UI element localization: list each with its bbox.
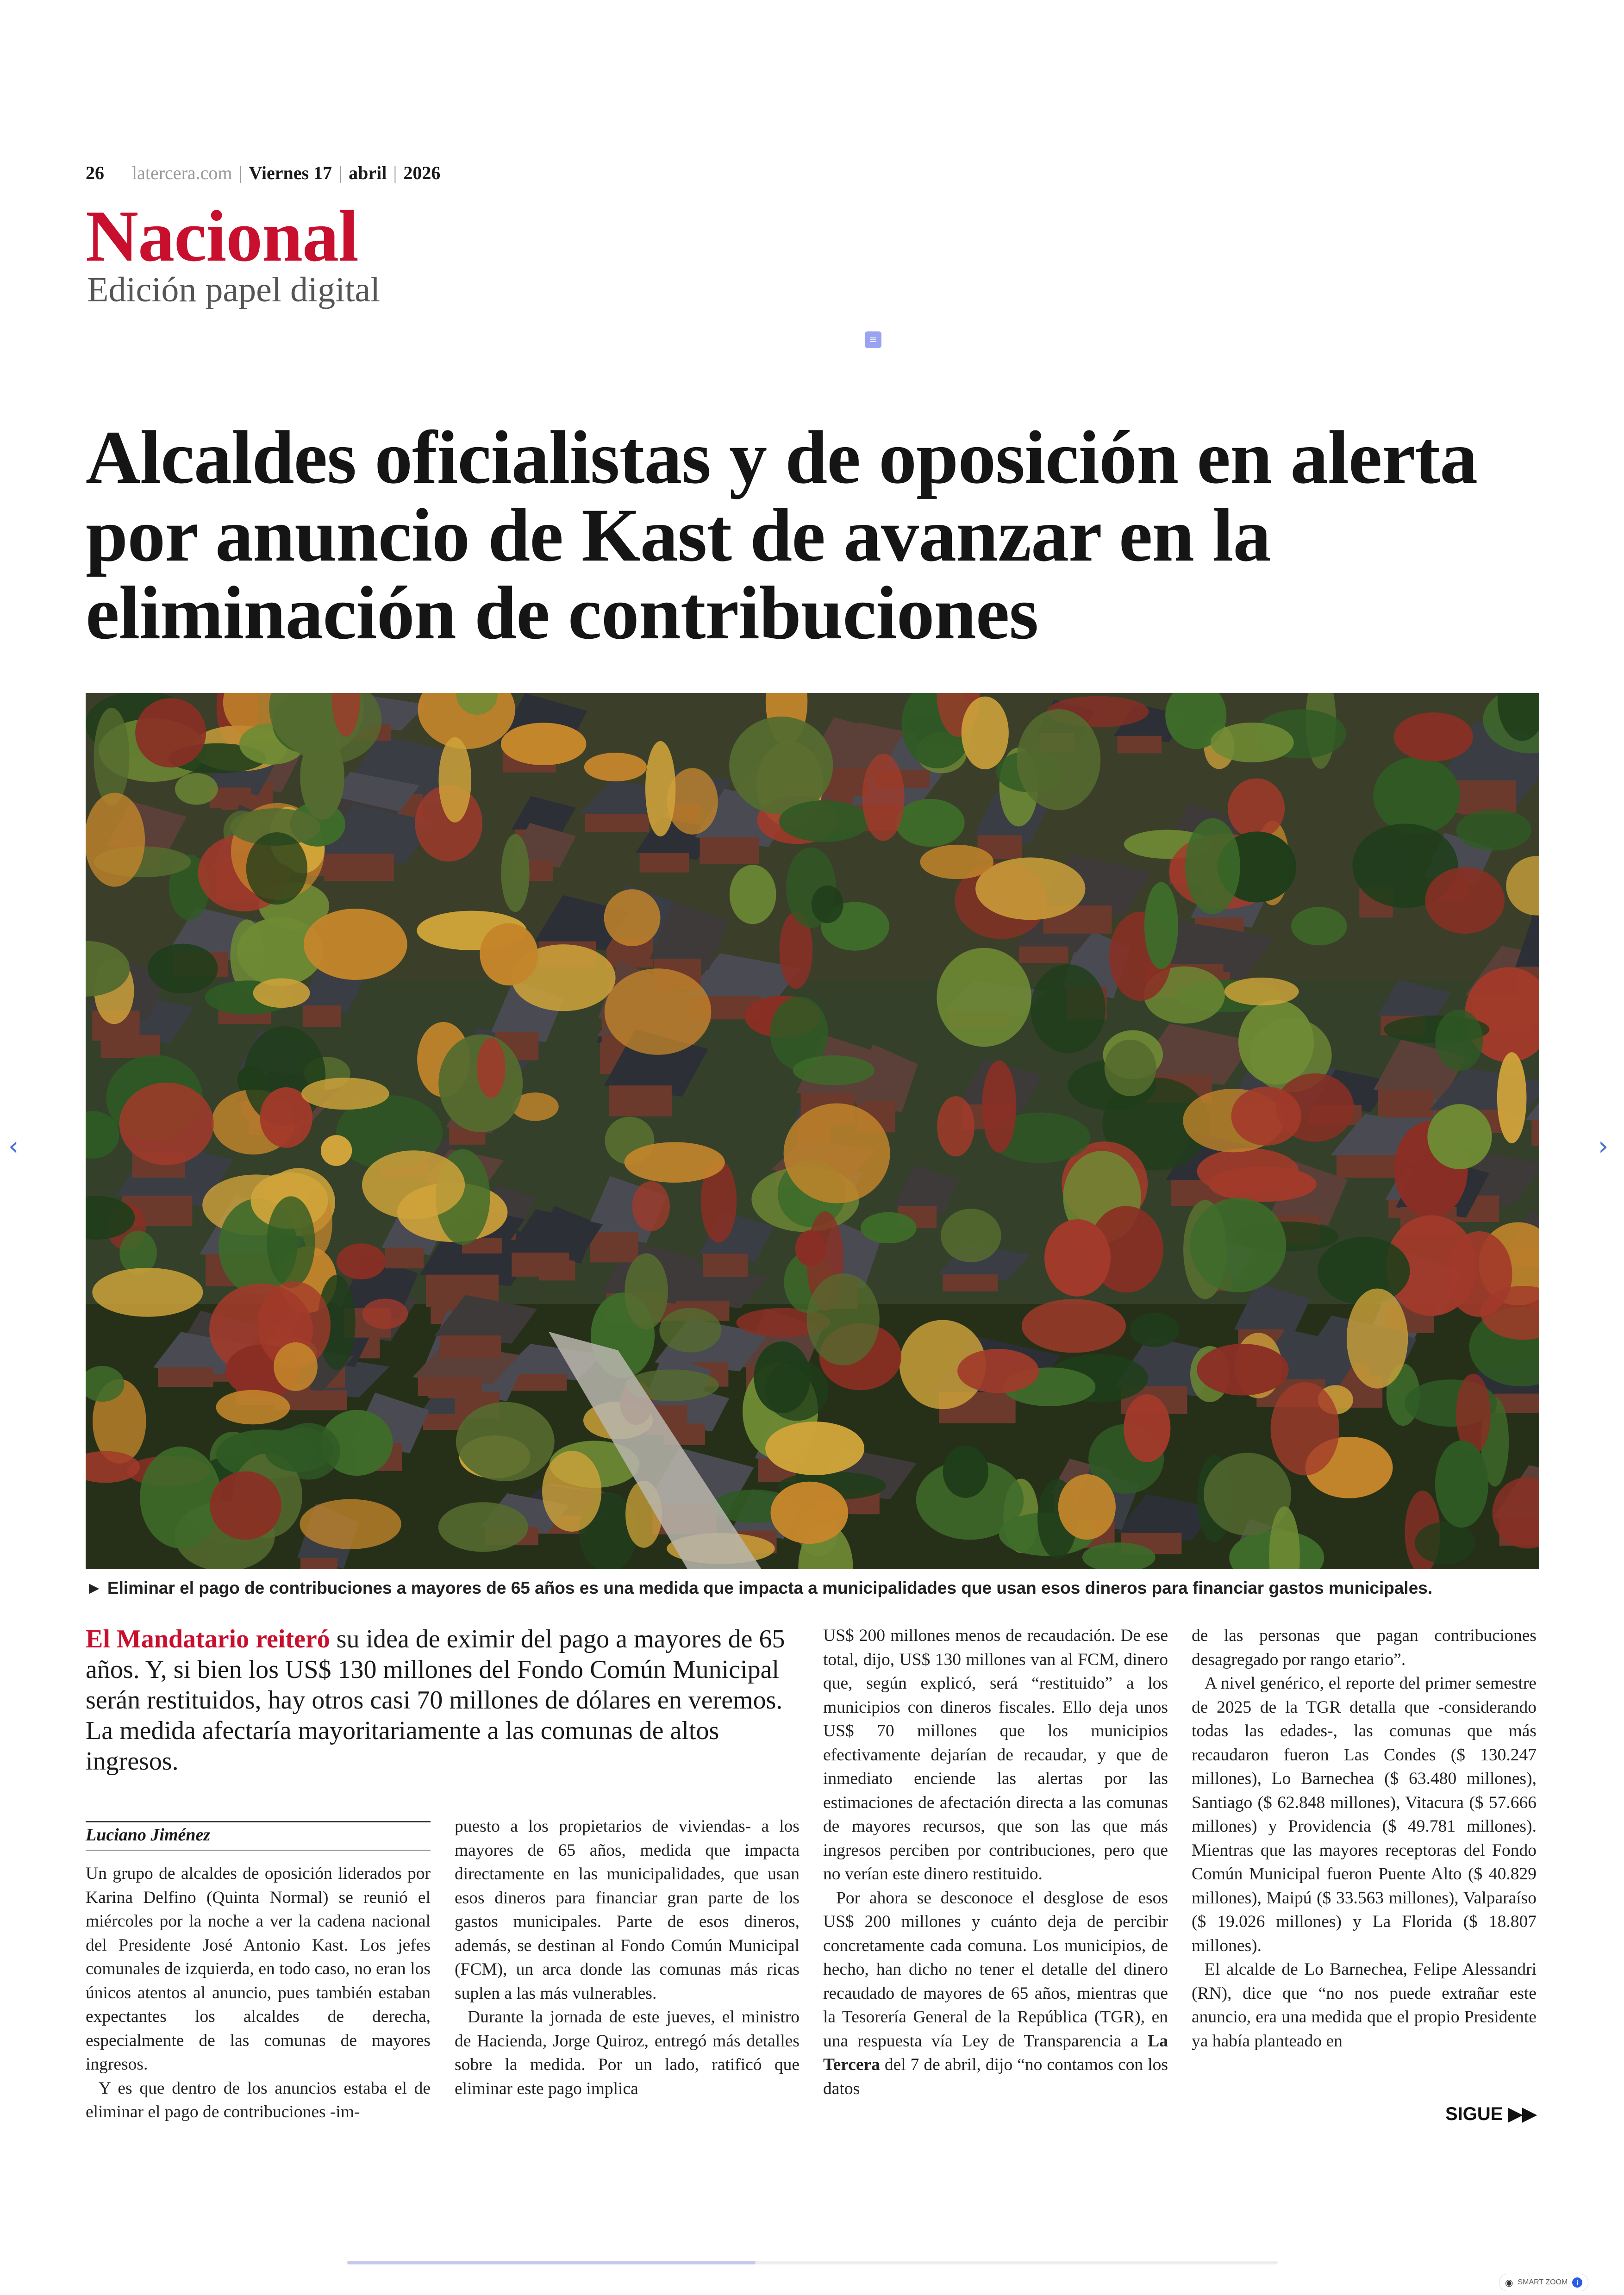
tree-canopy: [1415, 1522, 1475, 1564]
tree-canopy: [362, 1299, 408, 1329]
wall-shape: [303, 1005, 341, 1027]
tree-canopy: [337, 1243, 386, 1279]
tree-canopy: [210, 1472, 281, 1540]
tree-canopy: [1291, 907, 1347, 945]
tree-canopy: [119, 1083, 214, 1165]
tree-canopy: [982, 1060, 1016, 1153]
paragraph: A nivel genérico, el reporte del primer semestre de 2025 de la TGR detalla que -considerando todas las edades-, las comunas que más recaudaron fueron Las Condes ($ 130.247 millones), Lo Barnechea ($ 63.480 millones), Santiago ($ 62.848 millones), Vitacura ($ 57.666 millones) y Providencia ($ 49.781 millones). Mientras que las mayores receptoras del Fondo Común Municipal fueron Puente Alto ($ 40.829 millones), Maipú ($ 33.563 millones), Valparaíso ($ 19.026 millones) y La Florida ($ 18.807 millones).: [1192, 1674, 1537, 1955]
byline-rule-bottom: [86, 1850, 431, 1851]
tree-canopy: [729, 717, 833, 814]
tree-canopy: [1017, 709, 1100, 810]
tree-canopy: [438, 737, 471, 823]
info-icon[interactable]: i: [1572, 2277, 1582, 2288]
wall-shape: [585, 814, 649, 832]
tree-canopy: [148, 944, 218, 994]
body-column-4: [1192, 1624, 1537, 2053]
tree-canopy: [937, 948, 1031, 1047]
tree-canopy: [1373, 757, 1460, 835]
tree-canopy: [274, 1342, 318, 1391]
paragraph: Un grupo de alcaldes de oposición liderados por Karina Delfino (Quinta Normal) se reunió el miércoles por la noche a ver la cadena nacional del Presidente José Antonio Kast. Los jefes comunales de izquierda, en todo caso, no eran los únicos atentos al anuncio, pues también estaban expectantes los alcaldes de derecha, especialmente de las comunas de mayores ingresos.: [86, 1864, 431, 2074]
tree-canopy: [456, 1402, 555, 1481]
tree-canopy: [264, 1427, 333, 1472]
tree-canopy: [765, 1422, 864, 1475]
date-year: 2026: [403, 162, 441, 183]
tree-canopy: [1446, 1231, 1512, 1317]
wall-shape: [325, 854, 394, 881]
body-column-1: [86, 1862, 431, 2124]
eye-icon: ◉: [1505, 2277, 1513, 2288]
tree-canopy: [793, 1055, 874, 1085]
paragraph: [823, 1886, 1168, 2101]
smart-zoom-label: SMART ZOOM: [1518, 2278, 1568, 2286]
tree-canopy: [1031, 964, 1106, 1053]
continue-label[interactable]: SIGUE ▶▶: [1445, 2104, 1537, 2124]
date-month: abril: [349, 162, 387, 183]
tree-canopy: [1185, 818, 1240, 914]
tree-canopy: [438, 1502, 528, 1552]
tree-canopy: [175, 773, 218, 804]
meta-divider-icon: |: [238, 162, 243, 183]
tree-canopy: [1497, 1052, 1527, 1143]
tree-canopy: [1238, 1000, 1314, 1085]
wall-shape: [703, 1254, 748, 1277]
meta-divider-icon: |: [338, 162, 343, 183]
tree-canopy: [253, 978, 310, 1008]
tree-canopy: [645, 741, 675, 836]
tree-canopy: [584, 753, 647, 781]
lead-text: su idea de eximir del pago a mayores de 65 años. Y, si bien los US$ 130 millones del Fondo Común Municipal serán restituidos, hay otros casi 70 millones de dólares en veremos. La medida afectaría mayoritariamente a las comunas de altos ingresos.: [86, 1625, 785, 1776]
tree-canopy: [246, 832, 307, 904]
tree-canopy: [94, 708, 130, 806]
wall-shape: [1118, 736, 1162, 754]
tree-canopy: [659, 1308, 721, 1352]
tree-canopy: [1190, 1198, 1286, 1292]
section-title: Nacional: [86, 196, 358, 277]
tree-canopy: [135, 698, 206, 767]
tree-canopy: [1435, 1441, 1488, 1528]
tree-canopy: [941, 1209, 1001, 1262]
smart-zoom-button[interactable]: [1499, 2274, 1588, 2291]
article-lead: [86, 1624, 787, 1777]
byline: Luciano Jiménez: [86, 1825, 211, 1845]
edition-label: Edición papel digital: [87, 270, 381, 309]
tree-canopy: [92, 1268, 203, 1317]
tree-canopy: [1224, 978, 1299, 1005]
wall-shape: [700, 837, 759, 864]
tree-canopy: [1130, 1313, 1179, 1347]
tree-canopy: [1022, 1299, 1126, 1353]
wall-shape: [590, 1232, 638, 1262]
wall-shape: [640, 853, 689, 873]
article-photo: [86, 693, 1539, 1569]
tree-canopy: [812, 886, 843, 923]
paragraph: Y es que dentro de los anuncios estaba el de eliminar el pago de contribuciones -im-: [86, 2078, 431, 2121]
tree-canopy: [1456, 809, 1531, 851]
tree-canopy: [1231, 1086, 1301, 1146]
tree-canopy: [300, 1499, 401, 1549]
tree-canopy: [304, 909, 407, 980]
tree-canopy: [1144, 882, 1178, 969]
tree-canopy: [806, 1273, 879, 1366]
tree-canopy: [957, 1349, 1039, 1393]
tree-canopy: [1197, 1148, 1299, 1194]
paragraph: El alcalde de Lo Barnechea, Felipe Alessandri (RN), dice que “no nos puede extrañar este anuncio, era una medida que el propio Presidente ya había planteado en: [1192, 1960, 1537, 2051]
tree-canopy: [1197, 1344, 1289, 1396]
tree-canopy: [604, 889, 661, 946]
tree-canopy: [632, 1181, 670, 1231]
lead-highlight: El Mandatario reiteró: [86, 1625, 330, 1653]
tree-canopy: [301, 1078, 389, 1110]
tree-canopy: [625, 1254, 668, 1330]
tree-canopy: [480, 923, 538, 985]
date-day: Viernes 17: [249, 162, 332, 183]
tree-canopy: [779, 800, 869, 842]
tree-canopy: [1435, 1010, 1483, 1071]
tree-canopy: [140, 1447, 221, 1548]
tree-canopy: [770, 1482, 848, 1544]
tree-canopy: [501, 834, 529, 912]
tree-canopy: [216, 1390, 290, 1425]
tree-canopy: [605, 968, 712, 1055]
tree-canopy: [895, 799, 964, 847]
tree-canopy: [86, 793, 145, 887]
newspaper-name: La Tercera: [823, 2031, 1168, 2074]
tree-canopy: [1271, 1382, 1339, 1475]
paragraph: Durante la jornada de este jueves, el ministro de Hacienda, Jorge Quiroz, entregó más detalles sobre la medida. Por un lado, ratificó que eliminar este pago implica: [455, 2008, 800, 2098]
headline: Alcaldes oficialistas y de oposición en alerta por anuncio de Kast de avanzar en la eliminación de contribuciones: [86, 416, 1478, 655]
tree-canopy: [625, 1142, 725, 1183]
tree-canopy: [1124, 1394, 1170, 1462]
page-number: 26: [86, 162, 104, 183]
tree-canopy: [920, 845, 993, 879]
body-column-2: [455, 1815, 800, 2101]
tree-canopy: [362, 1150, 465, 1219]
page-scroll-thumb[interactable]: [347, 2261, 756, 2264]
body-column-3: [823, 1624, 1168, 2101]
tree-canopy: [937, 1096, 974, 1156]
wall-shape: [385, 1247, 424, 1268]
byline-rule: [86, 1821, 431, 1822]
wall-shape: [1531, 1120, 1539, 1146]
tree-canopy: [542, 1451, 601, 1532]
wall-shape: [1019, 947, 1068, 963]
paragraph-text: Por ahora se desconoce el desglose de esos US$ 200 millones y cuánto deja de percibir concretamente cada comuna. Los municipios, de hecho, han dicho no tener el detalle del dinero recaudado de mayores de 65 años, mientras que la Tesorería General de la República (TGR), en una respuesta vía Ley de Transparencia a: [823, 1888, 1168, 2051]
prev-page-icon[interactable]: ‹: [8, 1131, 19, 1161]
photo-caption: ► Eliminar el pago de contribuciones a mayores de 65 años es una medida que impacta a municipalidades que usan esos dineros para financiar gastos municipales.: [86, 1578, 1433, 1597]
paragraph: puesto a los propietarios de viviendas- a los mayores de 65 años, medida que impacta directamente en las municipalidades, que usan esos dineros para financiar gran parte de los gastos municipales. Parte de esos dineros, además, se destinan al Fondo Común Municipal (FCM), un arca donde las comunas más ricas suplen a las más vulnerables.: [455, 1817, 800, 2003]
tree-canopy: [1427, 1104, 1492, 1169]
tree-canopy: [784, 1104, 890, 1204]
aerial-houses-image: [86, 693, 1539, 1569]
tree-canopy: [1211, 723, 1294, 762]
tree-canopy: [1105, 1040, 1156, 1096]
paragraph: de las personas que pagan contribuciones desagregado por rango etario”.: [1192, 1626, 1537, 1669]
tree-canopy: [1347, 1289, 1408, 1389]
tree-canopy: [477, 1038, 505, 1098]
tree-canopy: [730, 865, 776, 924]
note-marker-icon[interactable]: ≡: [865, 331, 881, 348]
page-meta: [86, 162, 440, 184]
tree-canopy: [1425, 867, 1505, 934]
tree-canopy: [501, 723, 587, 765]
wall-shape: [418, 1377, 482, 1396]
site-name: latercera.com: [132, 162, 232, 183]
tree-canopy: [267, 1196, 315, 1288]
tree-canopy: [943, 1446, 988, 1498]
wall-shape: [440, 1335, 501, 1358]
wall-shape: [300, 1558, 337, 1569]
wall-shape: [1378, 1090, 1434, 1117]
tree-canopy: [754, 1341, 810, 1413]
tree-canopy: [1228, 778, 1285, 838]
tree-canopy: [321, 1135, 352, 1166]
paragraph-text: del 7 de abril, dijo “no contamos con los datos: [823, 2055, 1168, 2098]
tree-canopy: [1044, 1219, 1111, 1297]
paragraph: US$ 200 millones menos de recaudación. De ese total, dijo, US$ 130 millones van al FCM, dinero que, según explicó, será “restituido” a los municipios con dineros fiscales. Ello deja unos US$ 70 millones que los municipios efectivamente dejarían de recaudar, y que de inmediato enciende las alertas por las estimaciones de afectación directa a las comunas de mayores recursos, que son las que más ingresos perciben por contribuciones, pero que no verían este dinero restituido.: [823, 1626, 1168, 1883]
tree-canopy: [1394, 712, 1474, 761]
next-page-icon[interactable]: ›: [1598, 1131, 1609, 1161]
wall-shape: [609, 1085, 672, 1116]
wall-shape: [943, 1274, 998, 1291]
tree-canopy: [962, 697, 1009, 769]
wall-shape: [158, 1367, 213, 1387]
tree-canopy: [795, 1230, 826, 1266]
tree-canopy: [862, 754, 904, 841]
meta-divider-icon: |: [393, 162, 397, 183]
wall-shape: [512, 1253, 569, 1277]
tree-canopy: [861, 1212, 917, 1243]
tree-canopy: [1058, 1474, 1116, 1540]
